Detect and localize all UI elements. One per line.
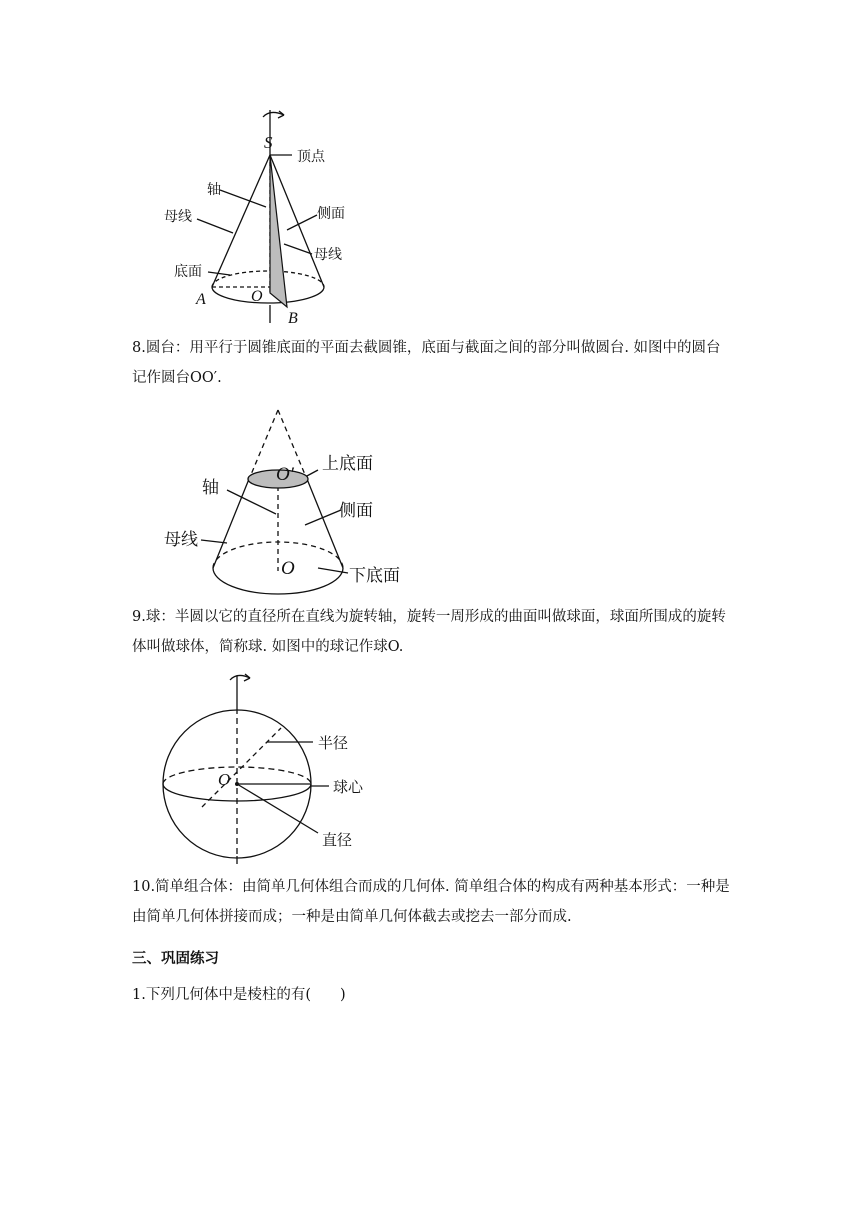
sphere-label-center: 球心 [333, 778, 364, 796]
frustum-label-O: O [281, 558, 295, 579]
question-1: 1.下列几何体中是棱柱的有( ) [132, 987, 346, 1003]
paragraph-sphere: 9.球：半圆以它的直径所在直线为旋转轴，旋转一周形成的曲面叫做球面，球面所围成的旋转体叫做球体，简称球. 如图中的球记作球O. [132, 609, 726, 655]
frustum-lower-base-front [213, 568, 343, 594]
sphere-label-O: O [218, 770, 231, 789]
paragraph-composite: 10.简单组合体：由简单几何体组合而成的几何体. 简单组合体的构成有两种基本形式：一种是由简单几何体拼接而成；一种是由简单几何体截去或挖去一部分而成. [132, 879, 730, 925]
sphere-label-radius: 半径 [318, 734, 349, 752]
frustum-apex-left [250, 410, 278, 477]
cone-label-O: O [251, 288, 263, 305]
cone-label-generatrix-left: 母线 [164, 209, 192, 225]
sphere-center-dot [235, 782, 239, 786]
cone-base-front [212, 287, 324, 303]
cone-label-generatrix-right: 母线 [314, 247, 342, 263]
frustum-side-right [307, 479, 343, 568]
cone-label-vertex: 顶点 [297, 149, 325, 165]
frustum-lower-base-back [213, 542, 343, 568]
frustum-label-upper-base: 上底面 [322, 454, 373, 474]
cone-label-B: B [288, 310, 298, 327]
sphere-label-diameter: 直径 [322, 831, 353, 849]
frustum-label-O-prime: O′ [276, 464, 294, 485]
frustum-label-lower-base: 下底面 [349, 566, 400, 586]
frustum-label-axis: 轴 [202, 478, 219, 498]
section-heading-exercises: 三、巩固练习 [132, 951, 219, 967]
cone-label-side: 侧面 [317, 206, 345, 222]
cone-axial-triangle [270, 155, 287, 307]
cone-label-A: A [196, 291, 206, 308]
paragraph-frustum: 8.圆台：用平行于圆锥底面的平面去截圆锥，底面与截面之间的部分叫做圆台. 如图中的圆台记作圆台OO′. [132, 340, 721, 386]
cone-base-back [212, 271, 324, 287]
cone-generatrix-left [212, 155, 270, 287]
frustum-label-generatrix: 母线 [164, 530, 198, 550]
cone-label-base: 底面 [174, 264, 202, 280]
frustum-label-side: 侧面 [339, 501, 373, 521]
sphere-figure [155, 668, 395, 868]
cone-figure [160, 105, 380, 330]
frustum-figure [155, 405, 425, 590]
cone-label-axis: 轴 [207, 182, 221, 198]
cone-label-S: S [264, 133, 273, 152]
